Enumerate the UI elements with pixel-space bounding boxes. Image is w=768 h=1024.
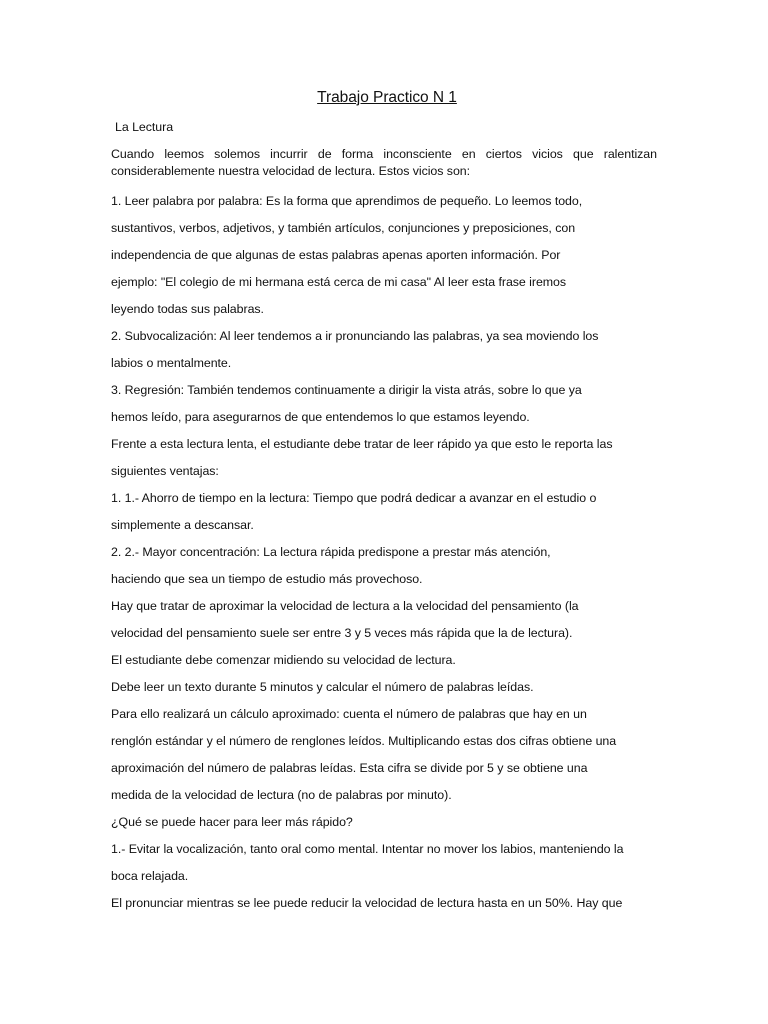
text-line: Hay que tratar de aproximar la velocidad de lectura a la velocidad del pensamiento (la [111,599,579,613]
text-line: sustantivos, verbos, adjetivos, y también artículos, conjunciones y preposiciones, con [111,221,576,235]
text-line: aproximación del número de palabras leídas. Esta cifra se divide por 5 y se obtiene una [111,761,588,775]
text-line: 2. 2.- Mayor concentración: La lectura rápida predispone a prestar más atención, [111,545,551,559]
text-line: medida de la velocidad de lectura (no de palabras por minuto). [111,788,452,802]
text-line: Frente a esta lectura lenta, el estudiante debe tratar de leer rápido ya que esto le reporta las [111,437,613,451]
text-line: labios o mentalmente. [111,356,232,370]
text-line: velocidad del pensamiento suele ser entre 3 y 5 veces más rápida que la de lectura). [111,626,573,640]
text-line: simplemente a descansar. [111,518,254,532]
text-line: leyendo todas sus palabras. [111,302,264,316]
text-line: El pronunciar mientras se lee puede reducir la velocidad de lectura hasta en un 50%. Hay que [111,896,623,910]
text-line: 1.- Evitar la vocalización, tanto oral como mental. Intentar no mover los labios, manteniendo la [111,842,624,856]
document-body [111,86,657,917]
text-line: haciendo que sea un tiempo de estudio más provechoso. [111,572,423,586]
text-line: boca relajada. [111,869,189,883]
text-line: 3. Regresión: También tendemos continuamente a dirigir la vista atrás, sobre lo que ya [111,383,582,397]
text-line: 2. Subvocalización: Al leer tendemos a ir pronunciando las palabras, ya sea moviendo los [111,329,599,343]
text-line: hemos leído, para asegurarnos de que entendemos lo que estamos leyendo. [111,410,530,424]
section-heading: La Lectura [115,120,174,134]
text-line: El estudiante debe comenzar midiendo su velocidad de lectura. [111,653,456,667]
text-line: independencia de que algunas de estas palabras apenas aporten información. Por [111,248,561,262]
intro-paragraph: Cuando leemos solemos incurrir de forma inconsciente en ciertos vicios que ralentizan considerablemente nuestra velocidad de lectura. Estos vicios son: [111,147,657,178]
question-heading: ¿Qué se puede hacer para leer más rápido? [111,815,353,829]
document-title: Trabajo Practico N 1 [317,89,457,106]
text-line: Para ello realizará un cálculo aproximado: cuenta el número de palabras que hay en un [111,707,587,721]
text-line: 1. Leer palabra por palabra: Es la forma que aprendimos de pequeño. Lo leemos todo, [111,194,583,208]
text-line: Debe leer un texto durante 5 minutos y calcular el número de palabras leídas. [111,680,534,694]
text-line: renglón estándar y el número de renglones leídos. Multiplicando estas dos cifras obtiene una [111,734,617,748]
text-line: ejemplo: "El colegio de mi hermana está cerca de mi casa" Al leer esta frase iremos [111,275,567,289]
text-line: siguientes ventajas: [111,464,219,478]
text-line: 1. 1.- Ahorro de tiempo en la lectura: Tiempo que podrá dedicar a avanzar en el estudio o [111,491,597,505]
